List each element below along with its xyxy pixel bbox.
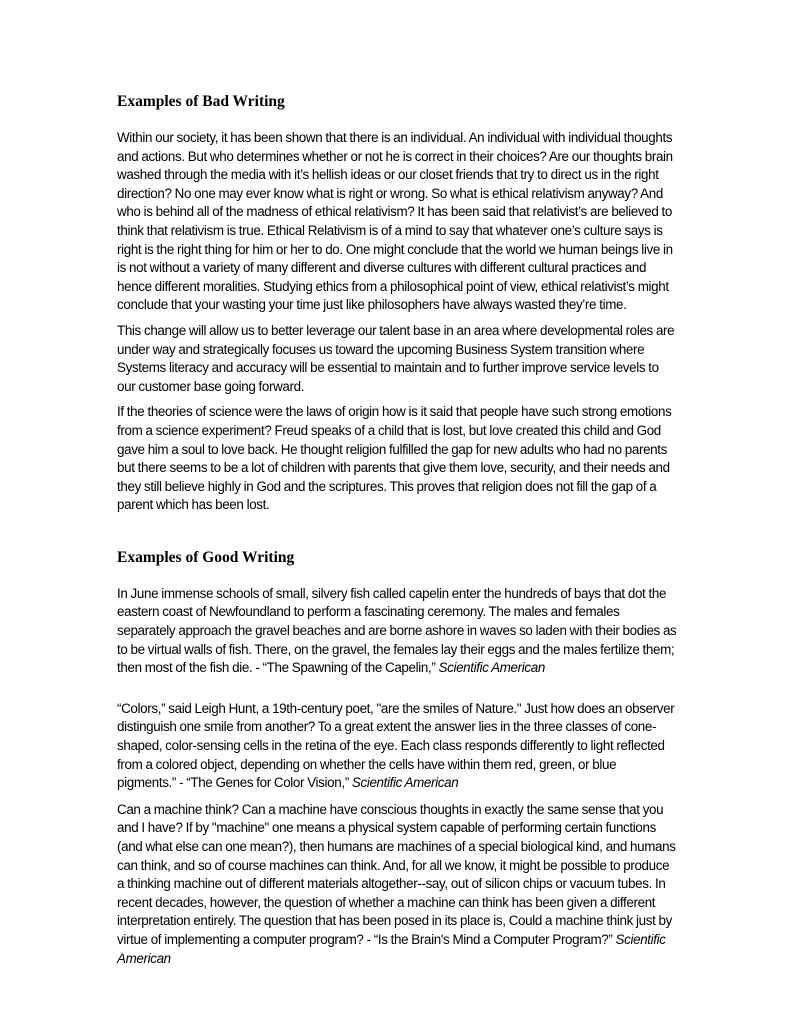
good-excerpt-2-source: Scientific American bbox=[351, 775, 459, 791]
good-writing-heading: Examples of Good Writing bbox=[117, 548, 295, 566]
good-excerpt-1-text: In June immense schools of small, silvery fish called capelin enter the hundreds of bays that dot the eastern coast of Newfoundland to perform a fascinating ceremony. The males and females separately approach the gravel beaches and are borne ashore in waves so laden with their bodies as to be virtual walls of fish. There, on the gravel, the females lay their eggs and the males fertilize them; then most of the fish die. - “The Spawning of the Capelin,” bbox=[117, 585, 677, 676]
good-excerpt-3-text: Can a machine think? Can a machine have conscious thoughts in exactly the same sense that you and I have? If by "machine" one means a physical system capable of performing certain functions (and what else can one mean?), then humans are machines of a special biological kind, and humans can think, and so of course machines can think. And, for all we know, it might be possible to produce a thinking machine out of different materials altogether--say, out of silicon chips or vacuum tubes. In recent decades, however, the question of whether a machine can think has been given a different interpretation entirely. The question that has been posed in its place is, Could a machine think just by virtue of implementing a computer program? - “Is the Brain's Mind a Computer Program?” bbox=[117, 801, 676, 947]
bad-paragraph-3: If the theories of science were the laws of origin how is it said that people have such strong emotions from a science experiment? Freud speaks of a child that is lost, but love created this child and God gave him a soul to love back. He thought religion fulfilled the gap for new adults who had no parents but there seems to be a lot of children with parents that give them love, security, and their needs and they still believe highly in God and the scriptures. This proves that religion does not fill the gap of a parent which has been lost. bbox=[117, 404, 672, 513]
document-page bbox=[117, 92, 677, 968]
good-excerpt-3-source: Scientific American bbox=[117, 931, 666, 966]
good-excerpt-1-source: Scientific American bbox=[438, 660, 545, 676]
good-excerpt-2 bbox=[117, 700, 677, 793]
bad-paragraph-2: This change will allow us to better leverage our talent base in an area where developmental roles are under way and strategically focuses us toward the upcoming Business System transition where Systems literacy and accuracy will be essential to maintain and to further improve service levels to our customer base going forward. bbox=[117, 322, 675, 394]
bad-paragraph-1: Within our society, it has been shown that there is an individual. An individual with individual thoughts and actions. But who determines whether or not he is correct in their choices? Are our thoughts brain washed through the media with it’s hellish ideas or our closet friends that try to direct us in the right direction? No one may ever know what is right or wrong. So what is ethical relativism anyway? And who is behind all of the madness of ethical relativism? It has been said that relativist’s are believed to think that relativism is true. Ethical Relativism is of a mind to say that whatever one’s culture says is right is the right thing for him or her to do. One might conclude that the world we human beings live in is not without a variety of many different and diverse cultures with different cultural practices and hence different moralities. Studying ethics from a philosophical point of view, ethical relativist’s might conclude that your wasting your time just like philosophers have always wasted they’re time. bbox=[117, 130, 673, 313]
good-excerpt-3 bbox=[117, 801, 677, 968]
bad-writing-heading: Examples of Bad Writing bbox=[117, 93, 285, 110]
good-excerpt-1 bbox=[117, 585, 677, 678]
good-excerpt-2-text: “Colors,” said Leigh Hunt, a 19th-century poet, "are the smiles of Nature." Just how does an observer distinguish one smile from another? To a great extent the answer lies in the three classes of cone-shaped, color-sensing cells in the retina of the eye. Each class responds differently to light reflected from a colored object, depending on whether the cells have within them red, green, or blue pigments.” - “The Genes for Color Vision,” bbox=[117, 700, 675, 791]
